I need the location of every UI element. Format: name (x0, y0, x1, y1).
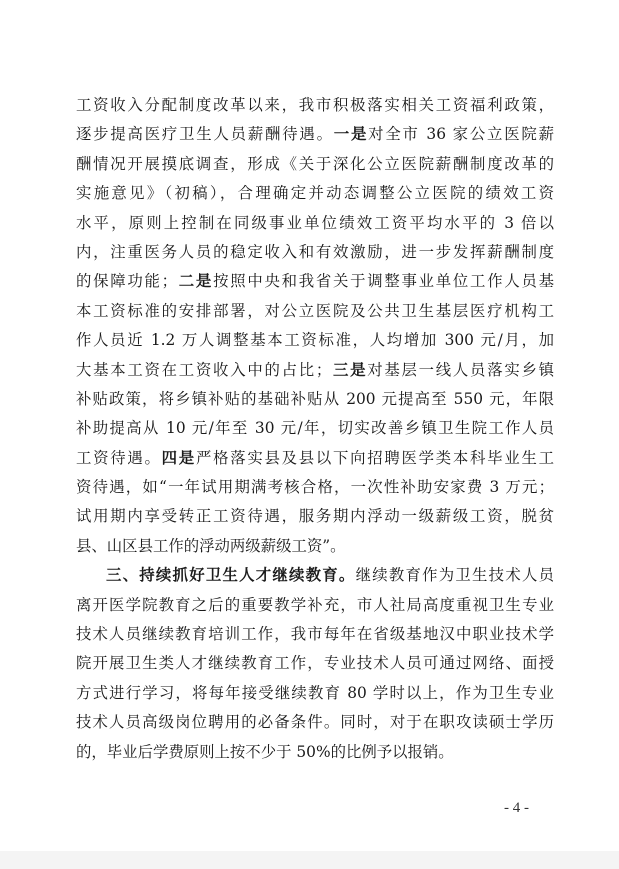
text-run: 酬情况开展摸底调查，形成《关于深化公立医院薪酬制度改革的 (76, 154, 554, 173)
text-line (76, 738, 554, 767)
bold-marker: 二是 (177, 272, 214, 291)
text-run: 大基本工资在工资收入中的占比； (76, 360, 332, 379)
page-bottom-edge (0, 851, 619, 869)
text-line (76, 91, 554, 120)
text-run: 离开医学院教育之后的重要教学补充，市人社局高度重视卫生专业 (76, 595, 554, 614)
page-number: - 4 - (504, 800, 529, 816)
text-run: 工资待遇。 (76, 448, 162, 467)
text-run: 院开展卫生类人才继续教育工作，专业技术人员可通过网络、面授 (76, 654, 554, 673)
text-run: 试用期内享受转正工资待遇，服务期内浮动一级薪级工资，脱贫 (76, 507, 554, 526)
text-line (76, 297, 554, 326)
text-line (76, 120, 554, 149)
text-line (76, 532, 554, 561)
text-run: 的保障功能； (76, 272, 178, 291)
text-line (76, 356, 554, 385)
text-run: 本工资标准的安排部署，对公立医院及公共卫生基层医疗机构工 (76, 301, 554, 320)
text-run: 实施意见》（初稿），合理确定并动态调整公立医院的绩效工资 (76, 184, 554, 203)
text-line (76, 444, 554, 473)
text-line (76, 620, 554, 649)
text-line (76, 385, 554, 414)
text-line (76, 209, 554, 238)
text-run: 的，毕业后学费原则上按不少于 50%的比例予以报销。 (76, 742, 454, 761)
text-line (76, 473, 554, 502)
text-run: 作人员近 1.2 万人调整基本工资标准，人均增加 300 元/月，加 (76, 331, 554, 350)
bold-marker: 四是 (161, 448, 196, 467)
text-line (76, 679, 554, 708)
text-run: 对全市 36 家公立医院薪 (368, 125, 554, 144)
text-run: 按照中央和我省关于调整事业单位工作人员基 (213, 272, 554, 291)
bold-marker: 一是 (333, 125, 369, 144)
text-line (76, 591, 554, 620)
text-run: 逐步提高医疗卫生人员薪酬待遇。 (76, 125, 334, 144)
text-line (76, 561, 554, 590)
text-line (76, 502, 554, 531)
body-text (76, 91, 554, 767)
text-run: 水平，原则上控制在同级事业单位绩效工资平均水平的 3 倍以 (76, 213, 554, 232)
text-run: 技术人员高级岗位聘用的必备条件。同时，对于在职攻读硕士学历 (76, 713, 554, 732)
text-run: 严格落实县及县以下向招聘医学类本科毕业生工 (195, 448, 554, 467)
text-line (76, 267, 554, 296)
text-run: 方式进行学习，将每年接受继续教育 80 学时以上，作为卫生专业 (76, 683, 554, 702)
text-run: 县、山区县工作的浮动两级薪级工资”。 (76, 536, 346, 555)
text-line (76, 238, 554, 267)
text-run: 补助提高从 10 元/年至 30 元/年，切实改善乡镇卫生院工作人员 (76, 419, 554, 438)
text-line (76, 708, 554, 737)
text-run: 内，注重医务人员的稳定收入和有效激励，进一步发挥薪酬制度 (76, 242, 554, 261)
text-line (76, 649, 554, 678)
text-run: 工资收入分配制度改革以来，我市积极落实相关工资福利政策， (76, 96, 554, 114)
text-run: 继续教育作为卫生技术人员 (355, 566, 554, 585)
text-line (76, 179, 554, 208)
bold-marker: 三是 (331, 360, 368, 379)
text-run: 技术人员继续教育培训工作，我市每年在省级基地汉中职业技术学 (76, 625, 554, 644)
text-run: 资待遇，如“一年试用期满考核合格，一次性补助安家费 3 万元； (76, 478, 554, 497)
text-run: 对基层一线人员落实乡镇 (367, 360, 554, 379)
text-line (76, 414, 554, 443)
text-line (76, 150, 554, 179)
text-line (76, 326, 554, 355)
section-heading: 三、持续抓好卫生人才继续教育。 (106, 566, 356, 585)
text-run: 补贴政策，将乡镇补贴的基础补贴从 200 元提高至 550 元，年限 (76, 389, 554, 408)
